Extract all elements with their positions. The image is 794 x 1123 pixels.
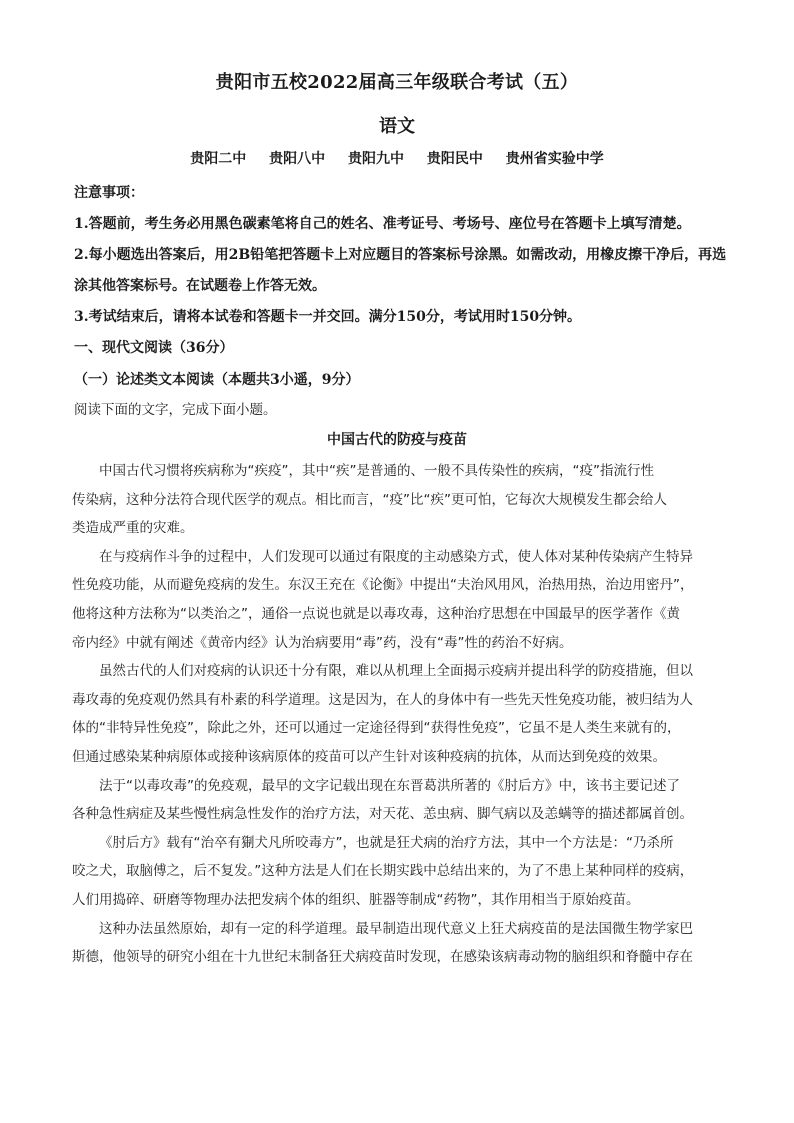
text-line: 传染病，这种分法符合现代医学的观点。相比而言，“疫”比“疾”更可怕，它每次大规模发生都会给人 [72, 491, 667, 508]
article-body [72, 457, 724, 972]
school-name: 贵阳九中 [348, 151, 404, 167]
text-line: 他将这种方法称为“以类治之”，通俗一点说也就是以毒攻毒，这种治疗思想在中国最早的医学著作《黄 [72, 605, 680, 622]
text-line: 法于“以毒攻毒”的免疫观，最早的文字记载出现在东晋葛洪所著的《肘后方》中，该书主要记述了 [99, 777, 680, 794]
text-line: 《肘后方》载有“治卒有猘犬凡所咬毒方”，也就是狂犬病的治疗方法，其中一个方法是：“乃杀所 [99, 834, 674, 851]
school-name: 贵阳民中 [426, 151, 483, 167]
text-line: 在与疫病作斗争的过程中，人们发现可以通过有限度的主动感染方式，使人体对某种传染病产生特异 [99, 548, 693, 565]
text-line: 中国古代习惯将疾病称为“疾疫”，其中“疾”是普通的、一般不具传染性的疾病，“疫”指流行性 [99, 463, 654, 479]
article-title: 中国古代的防疫与疫苗 [327, 432, 467, 448]
part-title: 一、现代文阅读（36分） [74, 340, 234, 356]
school-name: 贵阳八中 [269, 151, 326, 167]
paragraph [72, 457, 724, 543]
note-line: 2.每小题选出答案后，用2B铅笔把答题卡上对应题目的答案标号涂黑。如需改动，用橡皮擦干净后，再选 [74, 247, 726, 263]
text-line: 帝内经》中就有阐述《黄帝内经》认为治病要用“毒”药，没有“毒”性的药治不好病。 [72, 634, 573, 651]
text-line: 斯德，他领导的研究小组在十九世纪末制备狂犬病疫苗时发现，在感染该病毒动物的脑组织和脊髓中存在 [72, 949, 693, 966]
sub-section-title: （一）论述类文本阅读（本题共3小遥，9分） [74, 372, 360, 388]
paragraph [72, 657, 724, 771]
paragraph [72, 915, 724, 972]
school-name: 贵阳二中 [190, 151, 247, 167]
text-line: 各种急性病症及某些慢性病急性发作的治疗方法，对天花、恙虫病、脚气病以及恙螨等的描述都属首创。 [72, 806, 693, 823]
school-name: 贵州省实验中学 [505, 151, 604, 167]
reading-instruction: 阅读下面的文字，完成下面小题。 [74, 402, 277, 418]
text-line: 但通过感染某种病原体或接种该病原体的疫苗可以产生针对该种疫病的抗体，从而达到免疫的效果。 [72, 748, 666, 765]
paragraph [72, 772, 724, 829]
note-line: 涂其他答案标号。在试题卷上作答无效。 [74, 278, 326, 294]
note-line: 3.考试结束后，请将本试卷和答题卡一并交回。满分150分，考试用时150分钟。 [74, 309, 582, 325]
text-line: 性免疫功能，从而避免疫病的发生。东汉王充在《论衡》中提出“夫治风用风，治热用热，治边用密丹”， [72, 577, 694, 594]
exam-title: 贵阳市五校2022届高三年级联合考试（五） [215, 72, 579, 93]
subject-heading: 语文 [379, 116, 415, 137]
text-line: 这种办法虽然原始，却有一定的科学道理。最早制造出现代意义上狂犬病疫苗的是法国微生物学家巴 [99, 920, 693, 937]
exam-notes [74, 178, 726, 333]
text-line: 虽然古代的人们对疫病的认识还十分有限，难以从机理上全面揭示疫病并提出科学的防疫措施，但以 [99, 663, 693, 680]
text-line: 咬之犬，取脑傅之，后不复发。”这种方法是人们在长期实践中总结出来的，为了不患上某种同样的疫病， [72, 863, 694, 880]
text-line: 类造成严重的灾难。 [72, 520, 194, 537]
paragraph [72, 829, 724, 915]
text-line: 毒攻毒的免疫观仍然具有朴素的科学道理。这是因为，在人的身体中有一些先天性免疫功能，被归结为人 [72, 691, 693, 708]
text-line: 体的“非特异性免疫”，除此之外，还可以通过一定途径得到“获得性免疫”，它虽不是人类生来就有的， [72, 720, 681, 737]
note-line: 1.答题前，考生务必用黑色碳素笔将自己的姓名、准考证号、考场号、座位号在答题卡上填写清楚。 [74, 216, 691, 232]
school-list [72, 146, 722, 172]
notes-heading: 注意事项： [74, 185, 144, 201]
text-line: 人们用捣碎、研磨等物理办法把发病个体的组织、脏器等制成“药物”，其作用相当于原始疫苗。 [72, 891, 640, 908]
paragraph [72, 543, 724, 657]
